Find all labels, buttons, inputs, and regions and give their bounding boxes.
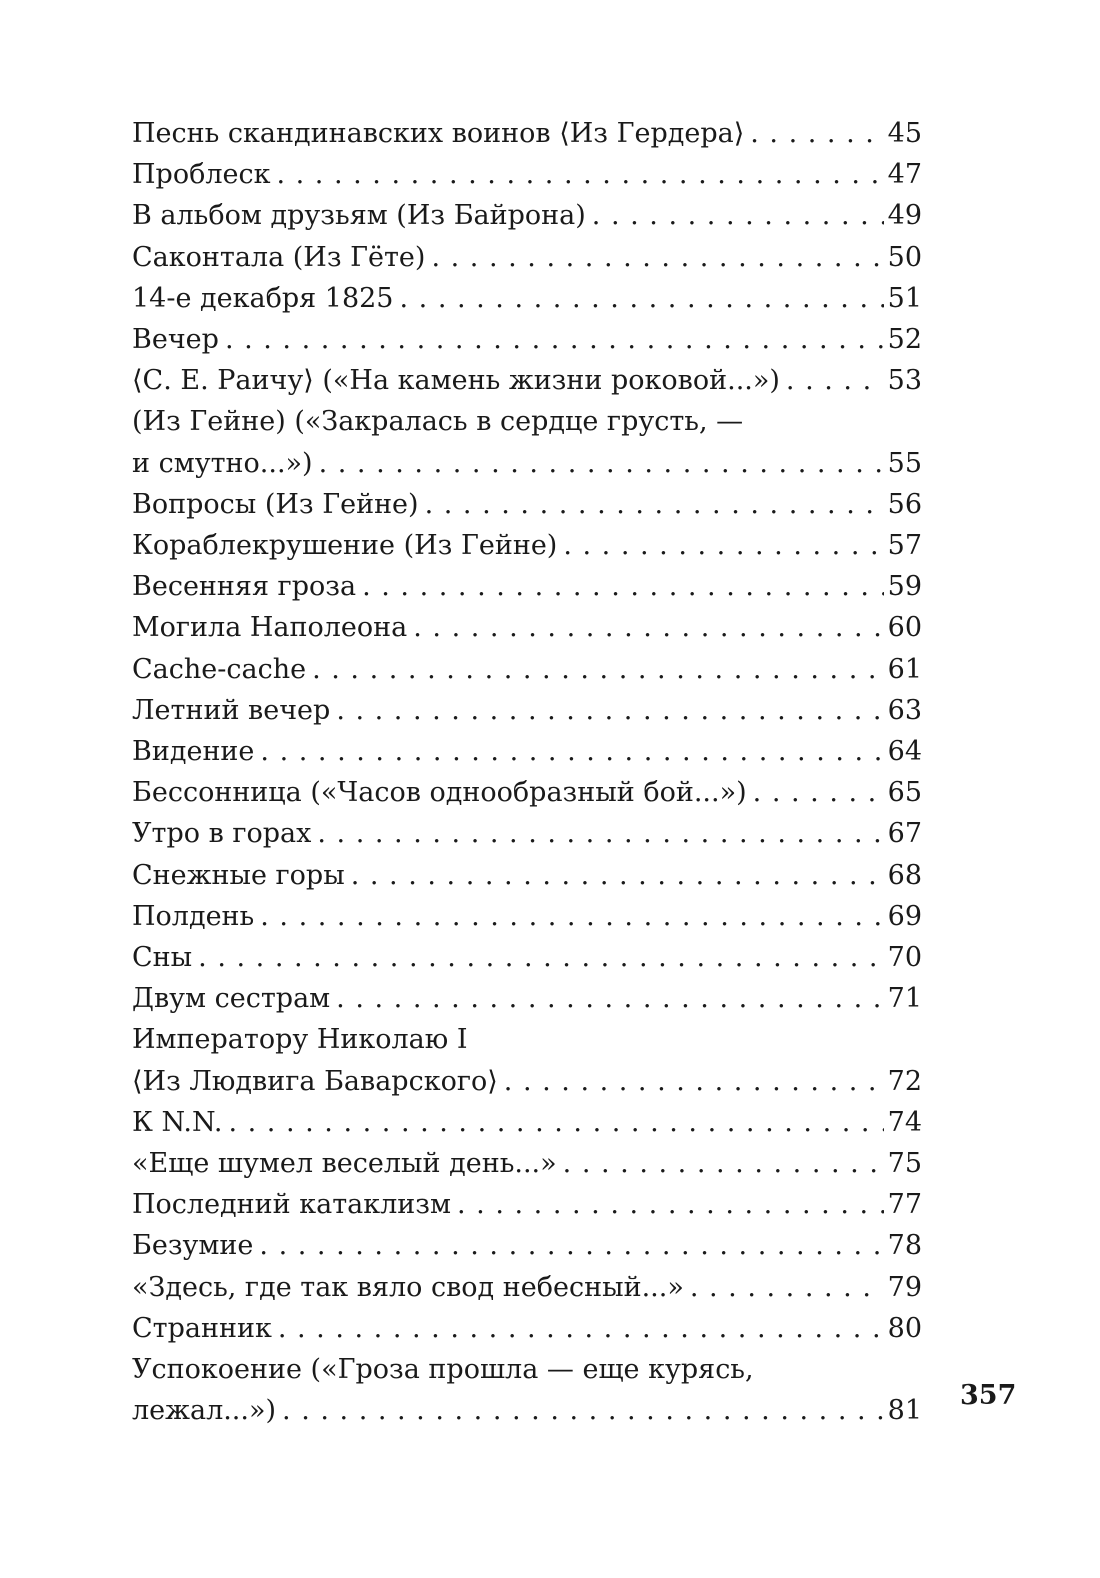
toc-entry-title-line: Вопросы (Из Гейне): [132, 488, 419, 520]
dot-leader: [330, 978, 883, 1019]
toc-entry-page: 45: [887, 118, 922, 149]
toc-entry-page: 49: [887, 200, 922, 232]
toc-entry: [132, 1184, 922, 1225]
toc-entry-last-line: [132, 1102, 922, 1143]
dot-leader: [253, 1225, 883, 1266]
toc-entry-title-line: лежал...»): [132, 1395, 277, 1427]
toc-entry-page: 81: [887, 1395, 922, 1427]
toc-entry-title-line: «Здесь, где так вяло свод небесный...»: [132, 1271, 684, 1303]
toc-entry: [132, 1143, 922, 1184]
toc-entry-last-line: [132, 1308, 922, 1349]
toc-entry-title-line: «Еще шумел веселый день...»: [132, 1148, 557, 1180]
toc-entry-page: 68: [887, 859, 922, 891]
toc-entry-title-line: 14-е декабря 1825: [132, 282, 394, 314]
toc-entry-page: 52: [887, 324, 922, 356]
toc-entry-title-line: Cache-cache: [132, 653, 307, 685]
toc-entry-last-line: [132, 443, 922, 484]
toc-entry: [132, 731, 922, 772]
toc-entry-title-line: Бессонница («Часов однообразный бой...»): [132, 777, 747, 809]
toc-entry-last-line: [132, 113, 922, 154]
dot-leader: [192, 937, 883, 978]
toc-entry: [132, 1102, 922, 1143]
toc-entry-page: 71: [887, 983, 922, 1015]
dot-leader: [586, 195, 884, 236]
dot-leader: [270, 154, 883, 195]
toc-entry-title-line: Полдень: [132, 900, 255, 932]
toc-entry: [132, 113, 922, 154]
toc-list: [132, 113, 922, 1432]
toc-entry-title-line: и смутно...»): [132, 447, 313, 479]
toc-entry-page: 75: [887, 1148, 922, 1180]
toc-entry-title-line: Вечер: [132, 324, 219, 356]
dot-leader: [419, 484, 884, 525]
toc-entry-page: 80: [887, 1312, 922, 1344]
dot-leader: [557, 1143, 884, 1184]
toc-entry-last-line: [132, 937, 922, 978]
toc-entry: [132, 772, 922, 813]
toc-entry-page: 55: [887, 447, 922, 479]
dot-leader: [684, 1267, 884, 1308]
toc-entry-title-line: Сны: [132, 942, 193, 974]
toc-entry-last-line: [132, 813, 922, 854]
dot-leader: [393, 278, 883, 319]
toc-entry-page: 74: [887, 1106, 922, 1138]
dot-leader: [425, 237, 883, 278]
toc-entry-title-line: Утро в горах: [132, 818, 312, 850]
toc-entry: [132, 649, 922, 690]
toc-entry-page: 70: [887, 942, 922, 974]
toc-entry: [132, 237, 922, 278]
toc-entry-title-line: Летний вечер: [132, 694, 331, 726]
toc-entry-last-line: [132, 772, 922, 813]
toc-entry: [132, 855, 922, 896]
toc-entry-last-line: [132, 195, 922, 236]
toc-entry-title-line: Странник: [132, 1312, 272, 1344]
toc-entry: [132, 525, 922, 566]
toc-entry-title-line: Успокоение («Гроза прошла — еще курясь,: [132, 1354, 754, 1386]
toc-entry: [132, 896, 922, 937]
toc-entry: [132, 1349, 922, 1431]
dot-leader: [345, 855, 884, 896]
toc-entry-last-line: [132, 607, 922, 648]
toc-entry: [132, 813, 922, 854]
toc-entry-last-line: [132, 154, 922, 195]
toc-entry-title-line: Песнь скандинавских воинов ⟨Из Гердера⟩: [132, 118, 745, 149]
toc-entry-title-line: Кораблекрушение (Из Гейне): [132, 530, 558, 562]
toc-entry: [132, 319, 922, 360]
toc-entry: [132, 937, 922, 978]
dot-leader: [407, 607, 883, 648]
toc-entry-page: 64: [887, 736, 922, 768]
toc-entry-title-line: Весенняя гроза: [132, 571, 357, 603]
toc-entry-page: 65: [887, 777, 922, 809]
toc-entry: [132, 690, 922, 731]
toc-entry-last-line: [132, 1267, 922, 1308]
toc-entry-page: 53: [887, 365, 922, 397]
toc-entry-page: 79: [887, 1271, 922, 1303]
toc-entry-last-line: [132, 731, 922, 772]
toc-entry-title-line: Снежные горы: [132, 859, 345, 891]
toc-entry: [132, 607, 922, 648]
toc-entry: [132, 484, 922, 525]
dot-leader: [330, 690, 883, 731]
page-number: 357: [960, 1380, 1017, 1411]
toc-entry-page: 69: [887, 900, 922, 932]
toc-entry-last-line: [132, 978, 922, 1019]
toc-entry-title-line: Проблеск: [132, 159, 271, 191]
dot-leader: [222, 1102, 883, 1143]
toc-entry-last-line: [132, 649, 922, 690]
toc-entry-last-line: [132, 484, 922, 525]
toc-entry-last-line: [132, 896, 922, 937]
toc-entry-title-line: В альбом друзьям (Из Байрона): [132, 200, 586, 232]
toc-entry-page: 57: [887, 530, 922, 562]
toc-entry-page: 60: [887, 612, 922, 644]
dot-leader: [744, 113, 883, 154]
dot-leader: [311, 813, 883, 854]
toc-entry-last-line: [132, 237, 922, 278]
toc-entry: [132, 278, 922, 319]
toc-entry-page: 78: [887, 1230, 922, 1262]
dot-leader: [356, 566, 884, 607]
toc-entry: [132, 1019, 922, 1101]
toc-entry-last-line: [132, 278, 922, 319]
toc-entry: [132, 1267, 922, 1308]
toc-entry: [132, 978, 922, 1019]
toc-entry-last-line: [132, 1184, 922, 1225]
toc-entry: [132, 360, 922, 401]
toc-entry-page: 50: [887, 241, 922, 273]
toc-entry: [132, 1308, 922, 1349]
toc-entry-last-line: [132, 360, 922, 401]
toc-entry-title-line: Саконтала (Из Гёте): [132, 241, 426, 273]
dot-leader: [557, 525, 883, 566]
toc-entry-title-line: Последний катаклизм: [132, 1189, 452, 1221]
toc-entry-title-line: ⟨С. Е. Раичу⟩ («На камень жизни роковой...»): [132, 365, 780, 397]
toc-entry-page: 72: [887, 1065, 922, 1097]
toc-entry-title-line: ⟨Из Людвига Баварского⟩: [132, 1065, 498, 1097]
toc-entry: [132, 566, 922, 607]
toc-entry-last-line: [132, 1225, 922, 1266]
toc-entry-page: 67: [887, 818, 922, 850]
toc-entry-last-line: [132, 319, 922, 360]
toc-entry-title-line: (Из Гейне) («Закралась в сердце грусть, —: [132, 406, 744, 438]
toc-entry-page: 77: [887, 1189, 922, 1221]
toc-entry-page: 51: [887, 282, 922, 314]
toc-entry: [132, 401, 922, 483]
toc-entry-page: 59: [887, 571, 922, 603]
toc-entry: [132, 195, 922, 236]
dot-leader: [254, 731, 883, 772]
toc-entry-title-line: Двум сестрам: [132, 983, 331, 1015]
dot-leader: [254, 896, 883, 937]
table-of-contents: [132, 113, 922, 1432]
toc-entry-title-line: К N.N.: [132, 1106, 223, 1138]
toc-entry-page: 61: [887, 653, 922, 685]
toc-entry-last-line: [132, 1390, 922, 1431]
dot-leader: [747, 772, 884, 813]
toc-entry-last-line: [132, 855, 922, 896]
toc-entry-last-line: [132, 1061, 922, 1102]
toc-entry-page: 56: [887, 488, 922, 520]
toc-entry-title-line: Безумие: [132, 1230, 254, 1262]
toc-entry-title-line: Могила Наполеона: [132, 612, 408, 644]
dot-leader: [306, 649, 884, 690]
toc-entry-page: 47: [887, 159, 922, 191]
toc-entry-last-line: [132, 566, 922, 607]
dot-leader: [313, 443, 884, 484]
dot-leader: [276, 1390, 884, 1431]
dot-leader: [498, 1061, 884, 1102]
toc-entry-title-line: Императору Николаю I: [132, 1024, 468, 1056]
toc-entry-last-line: [132, 1143, 922, 1184]
toc-entry-page: 63: [887, 694, 922, 726]
toc-entry-title-line: Видение: [132, 736, 255, 768]
dot-leader: [780, 360, 884, 401]
toc-entry-last-line: [132, 690, 922, 731]
toc-entry-last-line: [132, 525, 922, 566]
dot-leader: [219, 319, 884, 360]
toc-entry: [132, 1225, 922, 1266]
toc-entry: [132, 154, 922, 195]
dot-leader: [272, 1308, 884, 1349]
dot-leader: [451, 1184, 884, 1225]
